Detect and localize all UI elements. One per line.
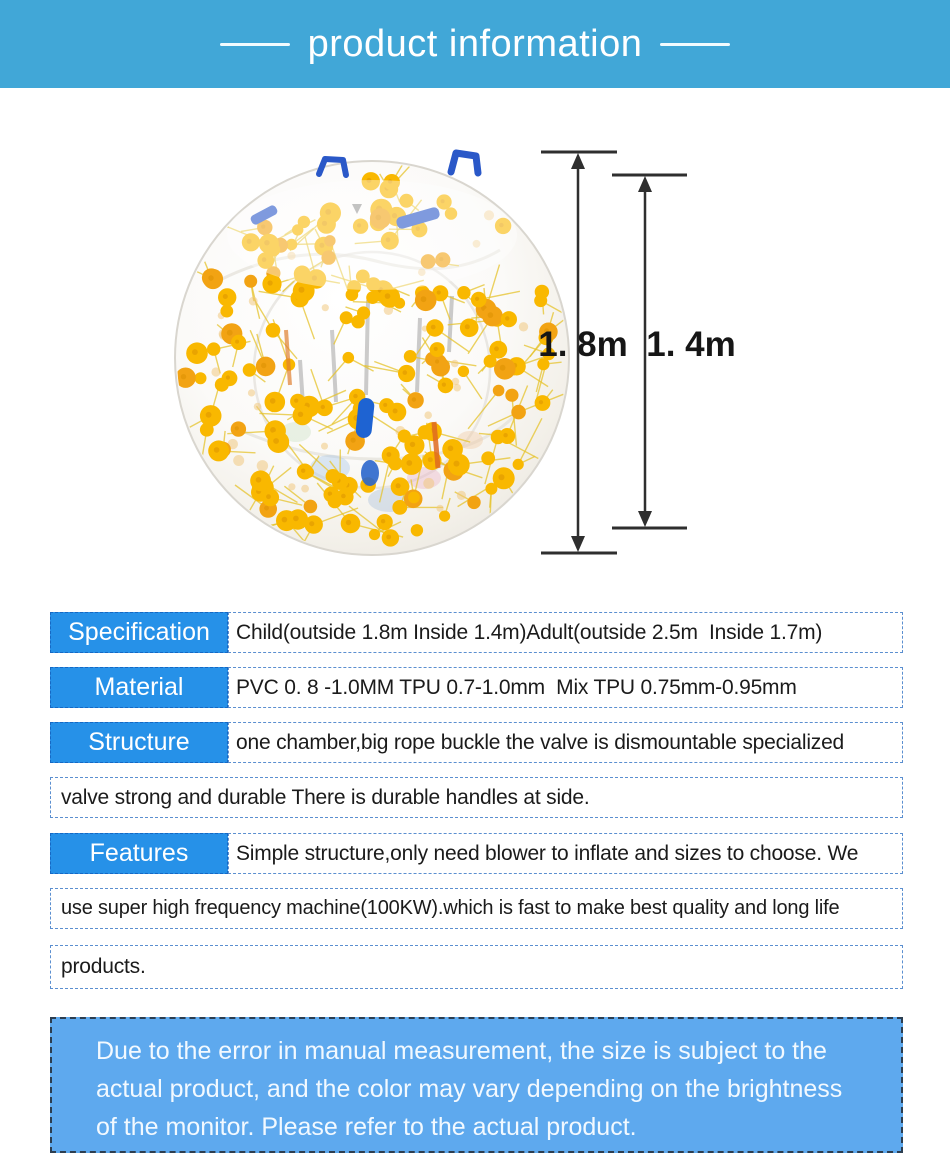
spec-value-specification: Child(outside 1.8m Inside 1.4m)Adult(outside 2.5m Inside 1.7m) (228, 612, 903, 653)
disclaimer-note (50, 1017, 903, 1153)
spec-value-features: Simple structure,only need blower to inflate and sizes to choose. We (228, 833, 903, 874)
inner-dimension-label: 1. 4m (646, 325, 736, 364)
title-dash-left (220, 43, 290, 46)
spec-row-material (50, 667, 903, 708)
outer-dimension-label: 1. 8m (538, 325, 628, 364)
spec-value-features-continued-2: products. (50, 945, 903, 989)
spec-row-features-continued-2 (50, 945, 903, 989)
spec-row-features-continued-1 (50, 888, 903, 929)
disclaimer-line: of the monitor. Please refer to the actual product. (96, 1113, 637, 1141)
spec-value-material: PVC 0. 8 -1.0MM TPU 0.7-1.0mm Mix TPU 0.75mm-0.95mm (228, 667, 903, 708)
spec-label-specification: Specification (50, 612, 228, 653)
disclaimer-line: Due to the error in manual measurement, the size is subject to the (96, 1037, 827, 1065)
spec-label-structure: Structure (50, 722, 228, 763)
title-dash-right (660, 43, 730, 46)
spec-row-structure (50, 722, 903, 763)
spec-value-structure-continued: valve strong and durable There is durable handles at side. (50, 777, 903, 818)
spec-label-features: Features (50, 833, 228, 874)
spec-label-material: Material (50, 667, 228, 708)
spec-value-features-continued-1: use super high frequency machine(100KW).which is fast to make best quality and long life (50, 888, 903, 929)
zorb-ball-illustration (0, 100, 950, 610)
spec-value-structure: one chamber,big rope buckle the valve is dismountable specialized (228, 722, 903, 763)
product-figure (0, 100, 950, 610)
spec-row-specification (50, 612, 903, 653)
spec-row-structure-continued (50, 777, 903, 818)
spec-row-features (50, 833, 903, 874)
header-banner (0, 0, 950, 88)
disclaimer-line: actual product, and the color may vary depending on the brightness (96, 1075, 843, 1103)
page-title: product information (307, 22, 643, 65)
handle-icon-right (451, 153, 478, 173)
